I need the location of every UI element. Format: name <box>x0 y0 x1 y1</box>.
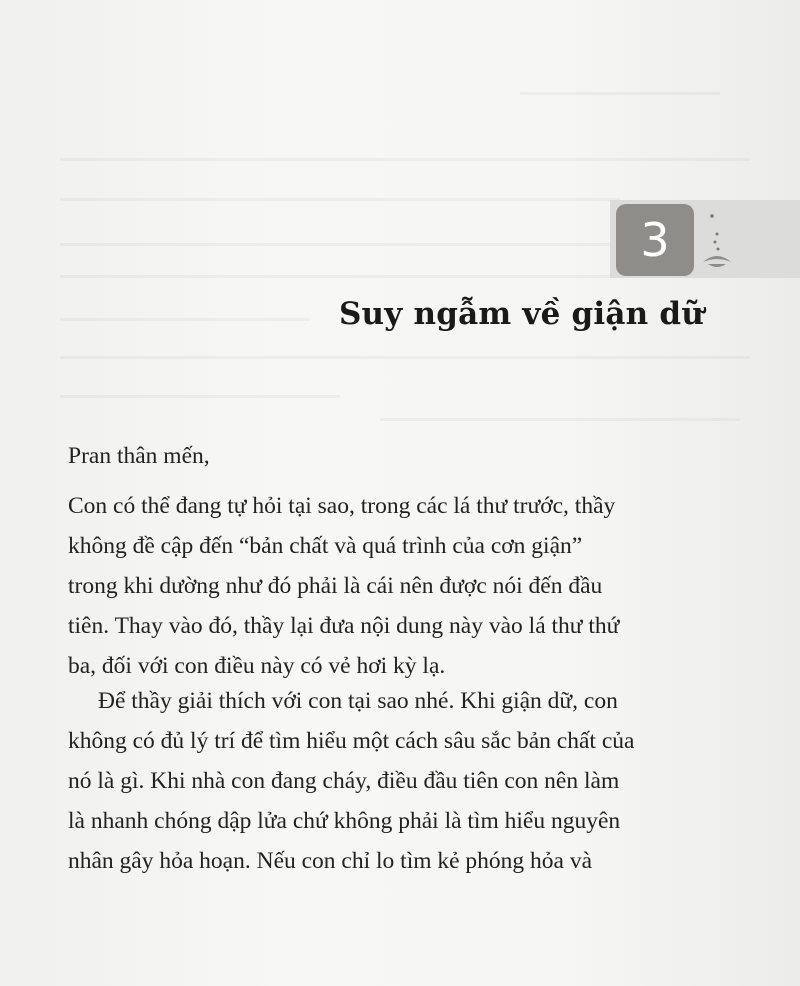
bleed-through-line <box>380 418 740 421</box>
text-line: nhân gây hỏa hoạn. Nếu con chỉ lo tìm kẻ phóng hỏa và <box>68 848 593 874</box>
text-line: không đề cập đến “bản chất và quá trình của cơn giận” <box>68 533 583 559</box>
bleed-through-line <box>60 395 340 398</box>
text-line: trong khi dường như đó phải là cái nên được nói đến đầu <box>68 573 603 599</box>
paragraph-1 <box>68 486 619 686</box>
bleed-through-line <box>60 318 310 321</box>
text-line: Con có thể đang tự hỏi tại sao, trong các lá thư trước, thầy <box>68 493 616 519</box>
text-line: nó là gì. Khi nhà con đang cháy, điều đầu tiên con nên làm <box>68 768 620 794</box>
bleed-through-line <box>520 92 720 95</box>
chapter-number: 3 <box>616 204 694 276</box>
text-line: không có đủ lý trí để tìm hiểu một cách sâu sắc bản chất của <box>68 728 635 754</box>
lotus-icon <box>700 210 734 272</box>
letter-greeting: Pran thân mến, <box>68 443 210 469</box>
bleed-through-line <box>60 356 750 359</box>
text-line: Để thầy giải thích với con tại sao nhé. Khi giận dữ, con <box>98 688 618 714</box>
text-line: là nhanh chóng dập lửa chứ không phải là tìm hiểu nguyên <box>68 808 621 834</box>
text-line: ba, đối với con điều này có vẻ hơi kỳ lạ. <box>68 653 446 679</box>
bleed-through-line <box>60 158 750 161</box>
text-line: tiên. Thay vào đó, thầy lại đưa nội dung này vào lá thư thứ <box>68 613 620 639</box>
paragraph-2 <box>68 681 634 881</box>
chapter-title: Suy ngẫm về giận dữ <box>338 296 704 332</box>
bleed-through-line <box>60 198 620 201</box>
